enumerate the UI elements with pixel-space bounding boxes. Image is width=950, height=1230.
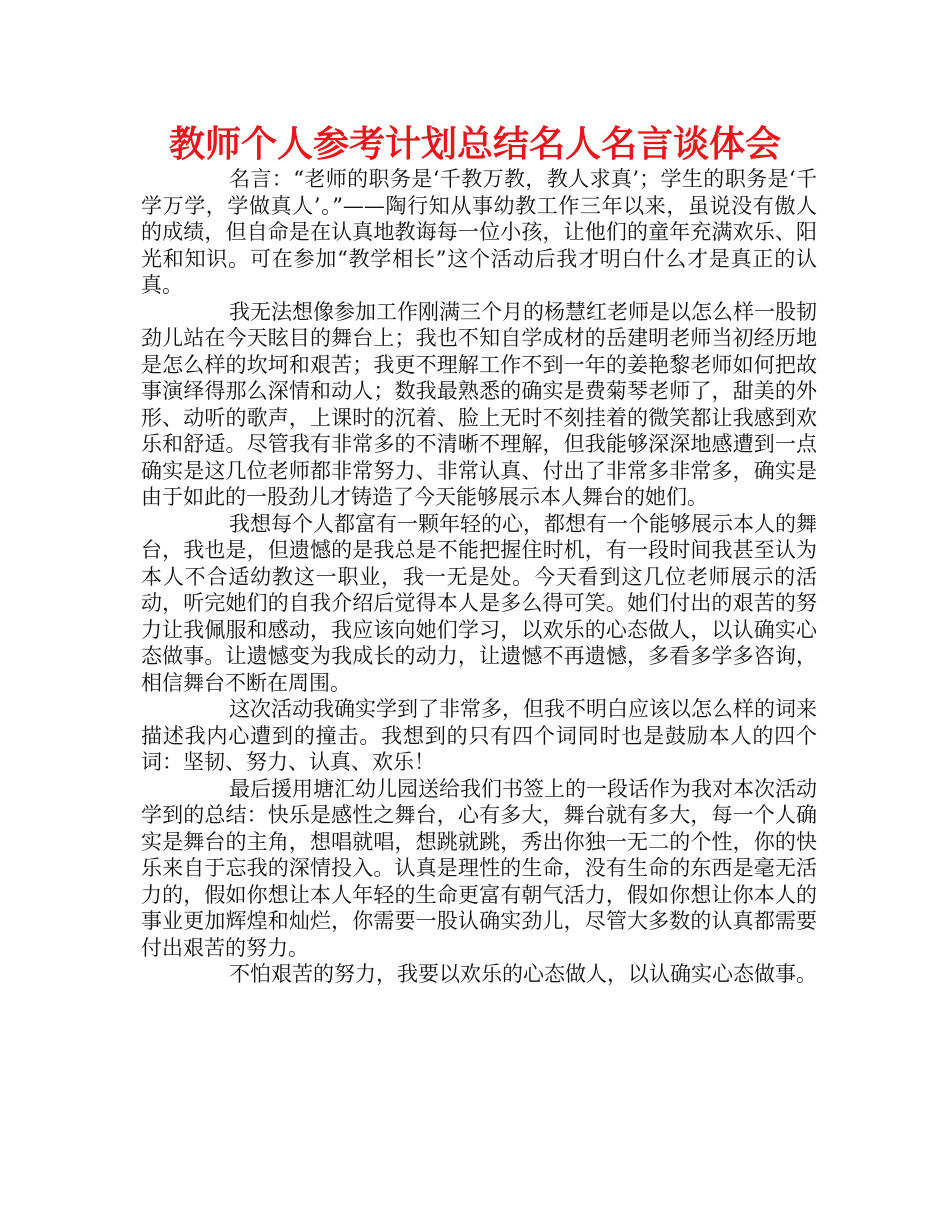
paragraph-2: 我无法想像参加工作刚满三个月的杨慧红老师是以怎么样一股韧劲儿站在今天眩目的舞台上；我也不知自学成材的岳建明老师当初经历地是怎么样的坎坷和艰苦；我更不理解工作不到一年的姜艳黎老师如何把故事演绎得那么深情和动人；数我最熟悉的确实是费菊琴老师了，甜美的外形、动听的歌声，上课时的沉着、脸上无时不刻挂着的微笑都让我感到欢乐和舒适。尽管我有非常多的不清晰不理解，但我能够深深地感遭到一点确实是这几位老师都非常努力、非常认真、付出了非常多非常多，确实是由于如此的一股劲儿才铸造了今天能够展示本人舞台的她们。 (141, 299, 817, 509)
document-body (141, 166, 817, 988)
document-title: 教师个人参考计划总结名人名言谈体会 (168, 124, 781, 165)
paragraph-4: 这次活动我确实学到了非常多，但我不明白应该以怎么样的词来描述我内心遭到的撞击。我想到的只有四个词同时也是鼓励本人的四个词：坚韧、努力、认真、欢乐！ (141, 697, 817, 774)
paragraph-5: 最后援用塘汇幼儿园送给我们书签上的一段话作为我对本次活动学到的总结：快乐是感性之舞台，心有多大，舞台就有多大，每一个人确实是舞台的主角，想唱就唱，想跳就跳，秀出你独一无二的个性，你的快乐来自于忘我的深情投入。认真是理性的生命，没有生命的东西是毫无活力的，假如你想让本人年轻的生命更富有朝气活力，假如你想让你本人的事业更加辉煌和灿烂，你需要一股认确实劲儿，尽管大多数的认真都需要付出艰苦的努力。 (141, 776, 817, 960)
paragraph-3: 我想每个人都富有一颗年轻的心，都想有一个能够展示本人的舞台，我也是，但遗憾的是我总是不能把握住时机，有一段时间我甚至认为本人不合适幼教这一职业，我一无是处。今天看到这几位老师展示的活动，听完她们的自我介绍后觉得本人是多么得可笑。她们付出的艰苦的努力让我佩服和感动，我应该向她们学习，以欢乐的心态做人，以认确实心态做事。让遗憾变为我成长的动力，让遗憾不再遗憾，多看多学多咨询，相信舞台不断在周围。 (141, 511, 817, 695)
paragraph-6: 不怕艰苦的努力，我要以欢乐的心态做人，以认确实心态做事。 (229, 962, 817, 986)
paragraph-1: 名言：“老师的职务是‘千教万教，教人求真’；学生的职务是‘千学万学，学做真人’。”——陶行知从事幼教工作三年以来，虽说没有傲人的成绩，但自命是在认真地教诲每一位小孩，让他们的童年充满欢乐、阳光和知识。可在参加“教学相长”这个活动后我才明白什么才是真正的认真。 (141, 167, 817, 297)
